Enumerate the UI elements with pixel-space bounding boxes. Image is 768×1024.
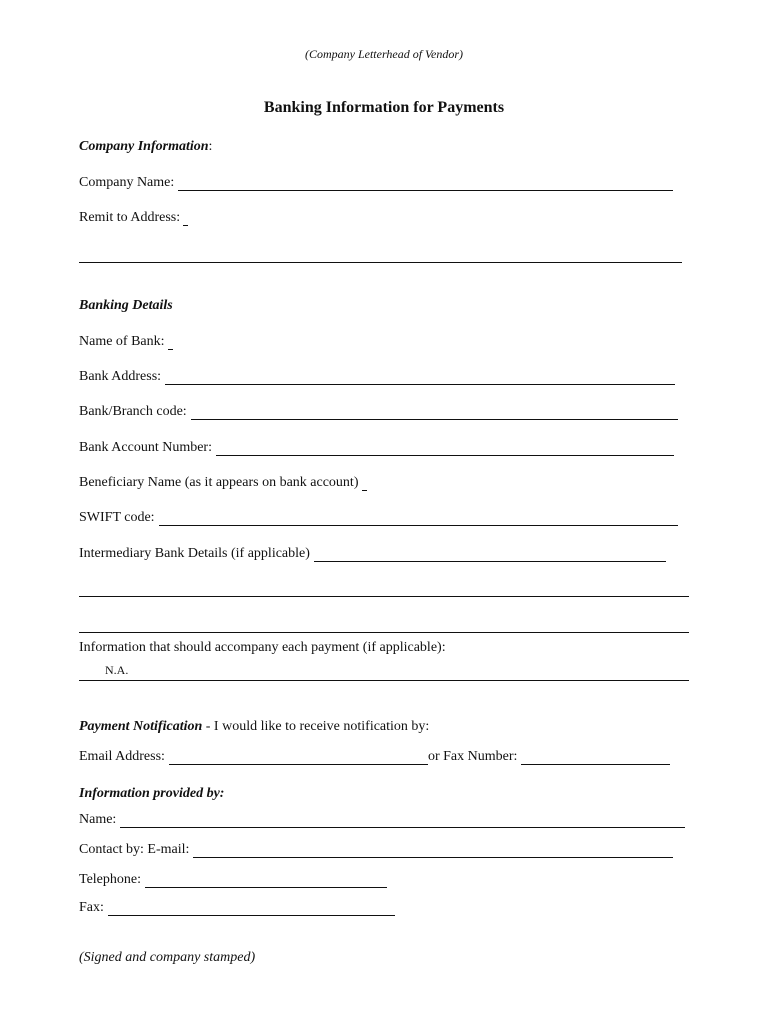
payment-info-value: N.A. [105,663,129,677]
provider-email-row [79,842,673,858]
payment-notification-heading [79,719,429,735]
intermediary-line-2[interactable] [79,632,689,633]
remit-address-row [79,210,188,226]
company-name-field[interactable] [178,178,673,191]
provider-name-field[interactable] [120,815,685,828]
intermediary-label: Intermediary Bank Details (if applicable) [79,546,310,561]
account-number-row [79,440,674,456]
provider-name-row [79,812,685,828]
account-number-label: Bank Account Number: [79,440,212,455]
company-info-heading-text: Company Information [79,139,209,154]
notification-row [79,749,670,765]
account-number-field[interactable] [216,443,674,456]
company-info-heading-colon: : [208,139,213,154]
letterhead-note: (Company Letterhead of Vendor) [304,47,464,61]
company-name-label: Company Name: [79,175,175,190]
signature-note: (Signed and company stamped) [79,950,256,965]
remit-address-line[interactable] [79,262,682,263]
remit-address-label: Remit to Address: [79,210,181,225]
company-name-row [79,175,673,191]
swift-row [79,510,678,526]
notification-fax-label: or Fax Number: [427,749,518,764]
branch-code-row [79,404,678,420]
swift-label: SWIFT code: [79,510,155,525]
beneficiary-field[interactable] [362,478,367,491]
beneficiary-label: Beneficiary Name (as it appears on bank account) [79,475,359,490]
payment-notification-heading-rest: - I would like to receive notification by: [202,719,430,734]
bank-address-label: Bank Address: [79,369,162,384]
provider-fax-row [79,900,395,916]
payment-notification-heading-text: Payment Notification [79,719,203,734]
bank-address-field[interactable] [165,372,675,385]
notification-fax-field[interactable] [521,752,670,765]
intermediary-line-1[interactable] [79,596,689,597]
payment-info-label: Information that should accompany each payment (if applicable): [79,640,446,655]
branch-code-label: Bank/Branch code: [79,404,187,419]
provider-fax-field[interactable] [108,903,395,916]
bank-name-label: Name of Bank: [79,334,165,349]
banking-details-heading: Banking Details [79,298,173,313]
provider-email-field[interactable] [193,845,673,858]
company-info-heading [79,139,212,155]
branch-code-field[interactable] [191,407,678,420]
intermediary-row [79,546,666,562]
bank-name-row [79,334,173,350]
page-title: Banking Information for Payments [263,99,505,116]
provider-fax-label: Fax: [79,900,104,915]
intermediary-field[interactable] [314,549,666,562]
provider-email-label: Contact by: E-mail: [79,842,190,857]
provider-telephone-label: Telephone: [79,872,141,887]
provider-name-label: Name: [79,812,117,827]
swift-field[interactable] [159,513,678,526]
notification-email-label: Email Address: [79,749,165,764]
beneficiary-row [79,475,367,491]
notification-email-field[interactable] [169,752,428,765]
provided-by-heading: Information provided by: [79,786,225,801]
bank-name-field[interactable] [168,337,173,350]
provider-telephone-field[interactable] [145,875,387,888]
provider-telephone-row [79,872,387,888]
remit-address-field[interactable] [183,213,188,226]
payment-info-line[interactable] [79,680,689,681]
bank-address-row [79,369,675,385]
